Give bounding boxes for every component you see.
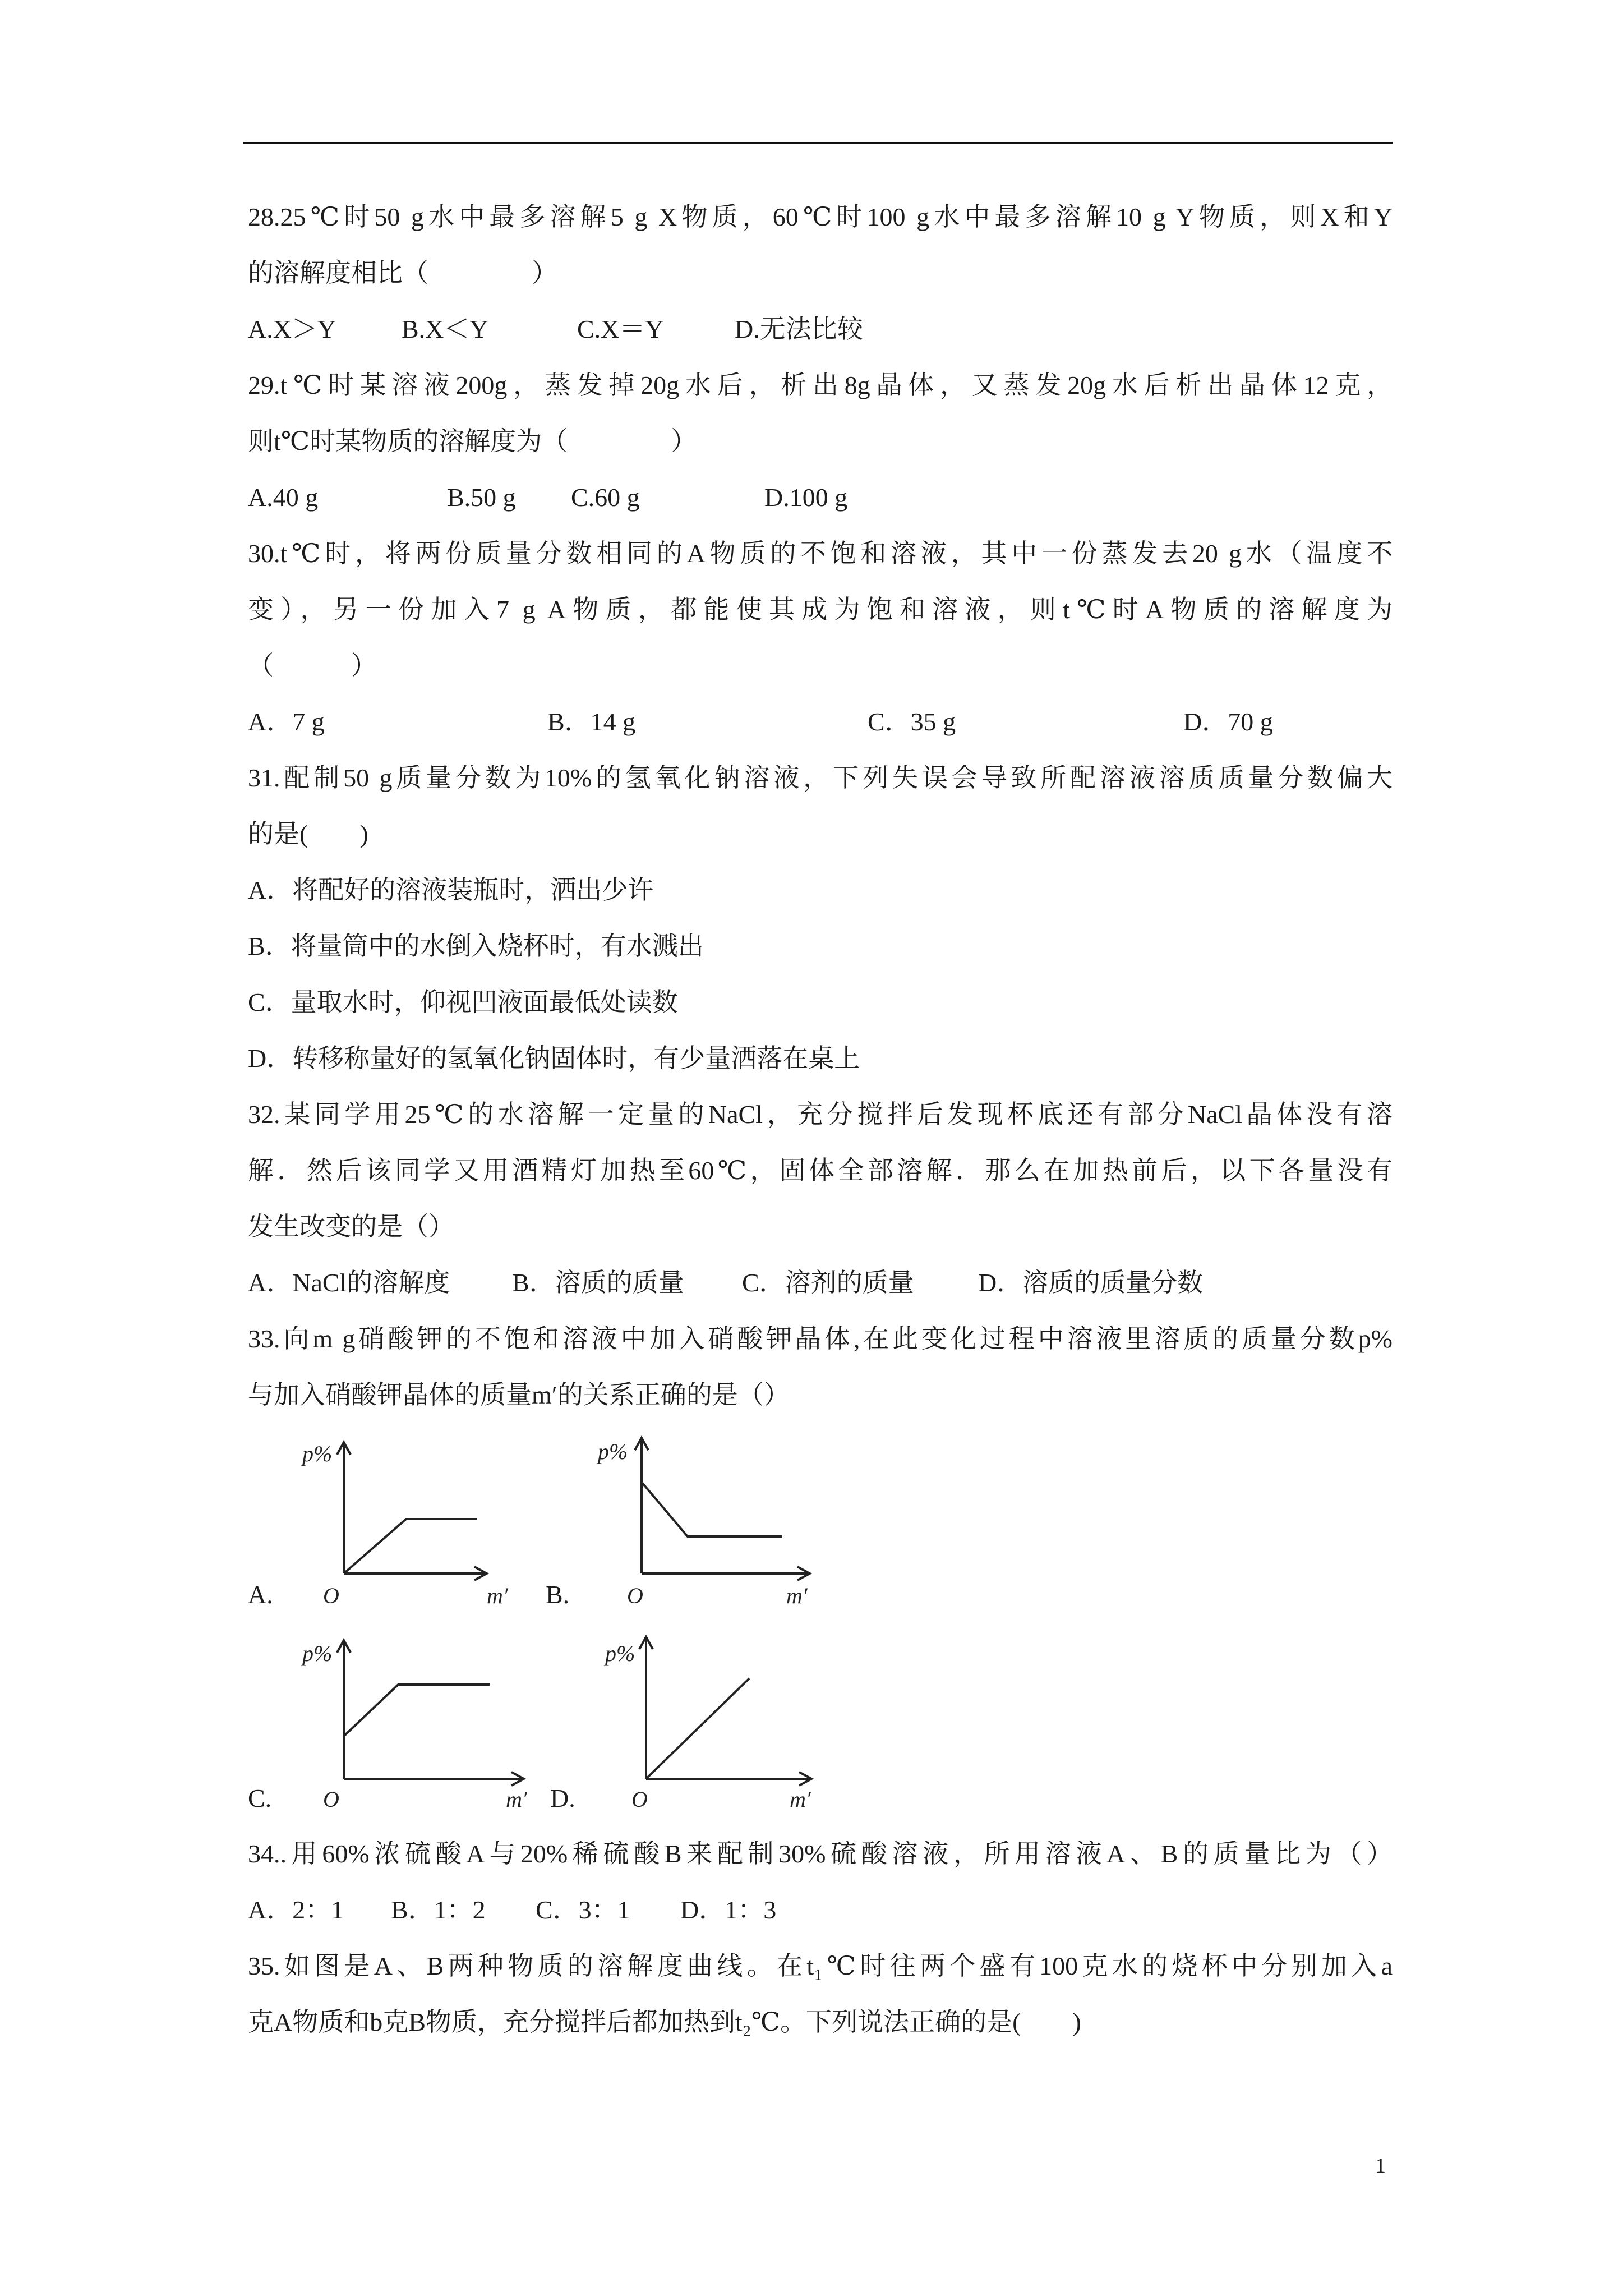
question-29-stem-line: 29.t℃时某溶液200g，蒸发掉20g水后，析出8g晶体，又蒸发20g水后析出晶体12克， xyxy=(248,371,1393,399)
x-axis-label: m′ xyxy=(790,1787,811,1812)
question-31-option-d: D．转移称量好的氢氧化钠固体时，有少量洒落在桌上 xyxy=(248,1044,860,1073)
question-30-option-d: D．70 g xyxy=(1183,707,1273,736)
question-28-option-a: A.X＞Y xyxy=(248,315,336,343)
figure-option-label: C. xyxy=(248,1784,272,1812)
question-32-option-d: D．溶质的质量分数 xyxy=(978,1268,1204,1297)
figure-option-d xyxy=(550,1637,811,1812)
question-32-options xyxy=(248,1255,1393,1311)
figure-option-a xyxy=(248,1441,509,1609)
question-28-stem-line: 28.25℃时50 g水中最多溶解5 g X物质，60℃时100 g水中最多溶解10 g Y物质，则X和Y xyxy=(248,203,1393,231)
question-34-option-b: B．1：2 xyxy=(391,1895,486,1924)
question-28-option-c: C.X＝Y xyxy=(577,315,664,343)
question-34-stem-line: 34..用60%浓硫酸A与20%稀硫酸B来配制30%硫酸溶液，所用溶液A、B的质量比为（） xyxy=(248,1839,1393,1868)
figure-option-c xyxy=(248,1640,528,1812)
question-33-figures xyxy=(248,1423,1393,1826)
origin-label: O xyxy=(323,1787,339,1812)
question-30-option-b: B．14 g xyxy=(547,707,636,736)
question-29-options xyxy=(248,470,1393,526)
figure-option-label: A. xyxy=(248,1580,273,1609)
graph-curve xyxy=(344,1685,490,1736)
graph-curve xyxy=(642,1482,782,1536)
question-33-figure-canvas xyxy=(248,1423,1393,1826)
question-31-option-b: B．将量筒中的水倒入烧杯时，有水溅出 xyxy=(248,932,704,960)
question-34-option-d: D．1：3 xyxy=(680,1895,777,1924)
figure-option-b xyxy=(546,1438,810,1609)
question-30-stem-line: 30.t℃时，将两份质量分数相同的A物质的不饱和溶液，其中一份蒸发去20 g水（温度不 xyxy=(248,539,1393,568)
y-axis-label: p% xyxy=(605,1641,635,1666)
question-29-option-a: A.40 g xyxy=(248,483,319,512)
origin-label: O xyxy=(323,1583,339,1608)
question-28-options xyxy=(248,301,1393,357)
question-31-option-c: C．量取水时，仰视凹液面最低处读数 xyxy=(248,988,678,1016)
question-32-stem-line: 发生改变的是（） xyxy=(248,1212,454,1241)
question-31-stem-line: 的是( ) xyxy=(248,820,368,848)
x-axis-label: m′ xyxy=(487,1583,508,1608)
question-32-option-c: C．溶剂的质量 xyxy=(742,1268,914,1297)
question-35-stem-line: 克A物质和b克B物质，充分搅拌后都加热到t₂℃。下列说法正确的是( ) xyxy=(248,2008,1081,2036)
question-34-option-a: A．2：1 xyxy=(248,1895,344,1924)
question-list xyxy=(248,189,1393,2050)
question-33-stem-line: 与加入硝酸钾晶体的质量m′的关系正确的是（） xyxy=(248,1381,790,1409)
graph-curve xyxy=(344,1519,477,1573)
x-axis-label: m′ xyxy=(786,1583,808,1608)
question-28-option-d: D.无法比较 xyxy=(735,315,863,343)
question-32-stem-line: 32.某同学用25℃的水溶解一定量的NaCl，充分搅拌后发现杯底还有部分NaCl晶体没有溶 xyxy=(248,1100,1393,1129)
header-rule xyxy=(243,142,1393,144)
question-32-option-b: B．溶质的质量 xyxy=(512,1268,684,1297)
question-31-stem-line: 31.配制50 g质量分数为10%的氢氧化钠溶液，下列失误会导致所配溶液溶质质量分数偏大 xyxy=(248,763,1393,792)
question-32-stem-line: 解．然后该同学又用酒精灯加热至60℃，固体全部溶解．那么在加热前后，以下各量没有 xyxy=(248,1156,1393,1185)
question-29-option-c: C.60 g xyxy=(571,483,640,512)
question-30-option-a: A．7 g xyxy=(248,707,325,736)
question-34-option-c: C．3：1 xyxy=(536,1895,630,1924)
question-30-option-c: C．35 g xyxy=(868,707,956,736)
question-29-option-b: B.50 g xyxy=(447,483,516,512)
question-32-option-a: A．NaCl的溶解度 xyxy=(248,1268,450,1297)
y-axis-label: p% xyxy=(598,1439,628,1464)
figure-option-label: D. xyxy=(550,1784,575,1812)
page-number: 1 xyxy=(1375,2154,1386,2178)
question-29-option-d: D.100 g xyxy=(764,483,848,512)
question-28-option-b: B.X＜Y xyxy=(402,315,488,343)
question-29-stem-line: 则t℃时某物质的溶解度为（ ） xyxy=(248,427,697,455)
question-28-stem-line: 的溶解度相比（ ） xyxy=(248,259,557,287)
question-31-option-a: A．将配好的溶液装瓶时，洒出少许 xyxy=(248,876,654,904)
question-30-options xyxy=(248,694,1393,750)
question-30-stem-line: 变），另一份加入7 g A物质，都能使其成为饱和溶液，则t℃时A物质的溶解度为 xyxy=(248,595,1393,624)
question-35-stem-line: 35.如图是A、B两种物质的溶解度曲线。在t₁℃时往两个盛有100克水的烧杯中分别加入a xyxy=(248,1952,1393,1980)
graph-curve xyxy=(646,1678,749,1779)
y-axis-label: p% xyxy=(302,1641,333,1666)
x-axis-label: m′ xyxy=(506,1787,527,1812)
y-axis-label: p% xyxy=(302,1441,333,1466)
question-30-stem-line: （ ） xyxy=(248,651,377,680)
origin-label: O xyxy=(627,1583,643,1608)
figure-option-label: B. xyxy=(546,1580,570,1609)
origin-label: O xyxy=(631,1787,648,1812)
question-34-options xyxy=(248,1882,1393,1938)
question-33-stem-line: 33.向m g硝酸钾的不饱和溶液中加入硝酸钾晶体,在此变化过程中溶液里溶质的质量分数p% xyxy=(248,1324,1393,1353)
